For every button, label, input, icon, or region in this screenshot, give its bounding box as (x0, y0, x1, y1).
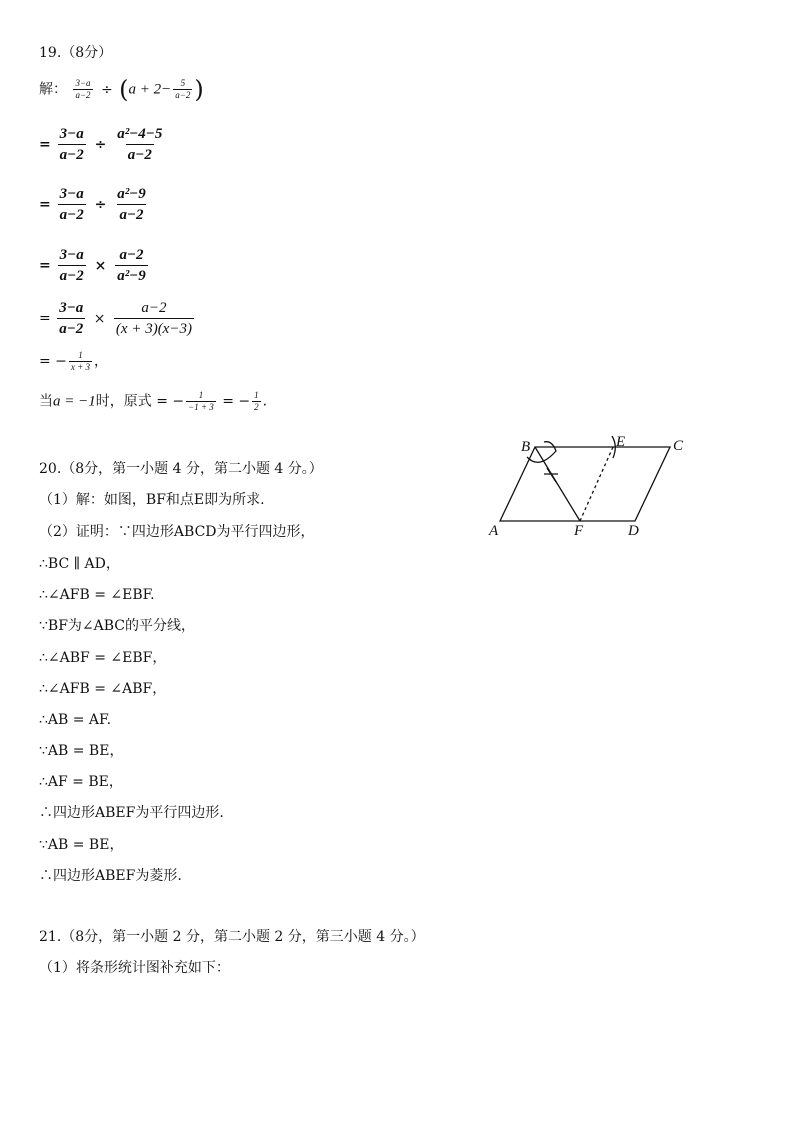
jie-label: 解： (39, 81, 67, 98)
label-a: A (489, 523, 499, 539)
label-b: B (521, 439, 531, 455)
q19-step1: = $\frac{3-a}{a-2}$ ÷ $\frac{\text{a²−4−5}}{a-2}$ (39, 126, 163, 163)
q19-step4: = $\frac{3-a}{a-2}$ × $\frac{a-2}{(x + 3)(x-3)}$ (39, 300, 192, 337)
q20-header: 20.（8分，第一小题 4 分，第二小题 4 分。） (39, 461, 323, 477)
label-c: C (673, 438, 684, 454)
q20-line: （1）解：如图，BF和点E即为所求. (39, 492, 265, 508)
q20-line: ∴AF = BE， (39, 774, 123, 790)
fraction: $\frac{3-a}{a-2}$ (59, 126, 84, 163)
label-f: F (574, 523, 584, 539)
q20-line: ∵AB = BE， (39, 837, 124, 853)
q21-header: 21.（8分，第一小题 2 分，第二小题 2 分，第三小题 4 分。） (39, 929, 425, 945)
fraction: $\frac{1}{-1 + 3}$ (188, 390, 214, 412)
q19-step5: = − $\frac{1}{x + 3}$ ， (39, 350, 108, 372)
label-d: D (628, 523, 639, 539)
q20-line: ∴四边形ABEF为平行四边形. (39, 805, 224, 821)
q19-step2: = $\frac{3-a}{a-2}$ ÷ $\frac{\text{a²−9}}{a-2}$ (39, 186, 146, 223)
fraction: $\frac{5}{a-2}$ (175, 78, 191, 100)
q20-line: ∵AB = BE， (39, 743, 124, 759)
fraction: $\frac{3-a}{a-2}$ (59, 186, 84, 223)
q20-line: ∴BC ∥ AD， (39, 556, 120, 572)
q21-line: （1）将条形统计图补充如下： (39, 960, 230, 976)
q20-line: ∴∠ABF = ∠EBF， (39, 650, 167, 666)
q19-expression: 解： $\frac{3-a}{a-2}$ ÷ (a + 2− $\frac{5}{a-2}$ ) (39, 75, 204, 104)
fraction: $\frac{3-a}{a-2}$ (59, 300, 84, 337)
fraction: $\frac{a-2}{\text{a²−9}}$ (117, 247, 146, 284)
fraction: $\frac{3-a}{a-2}$ (75, 78, 91, 100)
fraction: $\frac{1}{2}$ (254, 390, 259, 412)
segment-ef (580, 447, 613, 521)
q20-line: ∵BF为∠ABC的平分线， (39, 618, 196, 634)
compass-arc-b (527, 442, 556, 463)
parallelogram-figure (487, 426, 707, 546)
q20-line: ∴四边形ABEF为菱形. (39, 868, 182, 884)
q19-step3: = $\frac{3-a}{a-2}$ × $\frac{a-2}{\text{a²−9}}$ (39, 247, 146, 284)
segment-bf (535, 447, 580, 521)
q20-line: ∴AB = AF. (39, 712, 112, 728)
q19-final: 当a = −1时，原式 = − $\frac{1}{-1 + 3}$ = − $\frac{1}{2}$ . (39, 390, 268, 412)
q20-line: ∴∠AFB = ∠ABF， (39, 681, 167, 697)
label-e: E (616, 434, 626, 450)
fraction: $\frac{1}{x + 3}$ (70, 350, 90, 372)
fraction: $\frac{3-a}{a-2}$ (59, 247, 84, 284)
fraction: $\frac{\text{a²−9}}{a-2}$ (117, 186, 146, 223)
construction-mark (544, 468, 558, 482)
fraction: $\frac{a-2}{(x + 3)(x-3)}$ (115, 300, 192, 337)
q20-line: ∴∠AFB = ∠EBF. (39, 587, 155, 603)
fraction: $\frac{\text{a²−4−5}}{a-2}$ (117, 126, 163, 163)
q20-line: （2）证明：∵四边形ABCD为平行四边形， (39, 524, 315, 540)
q19-header: 19.（8分） (39, 45, 113, 61)
